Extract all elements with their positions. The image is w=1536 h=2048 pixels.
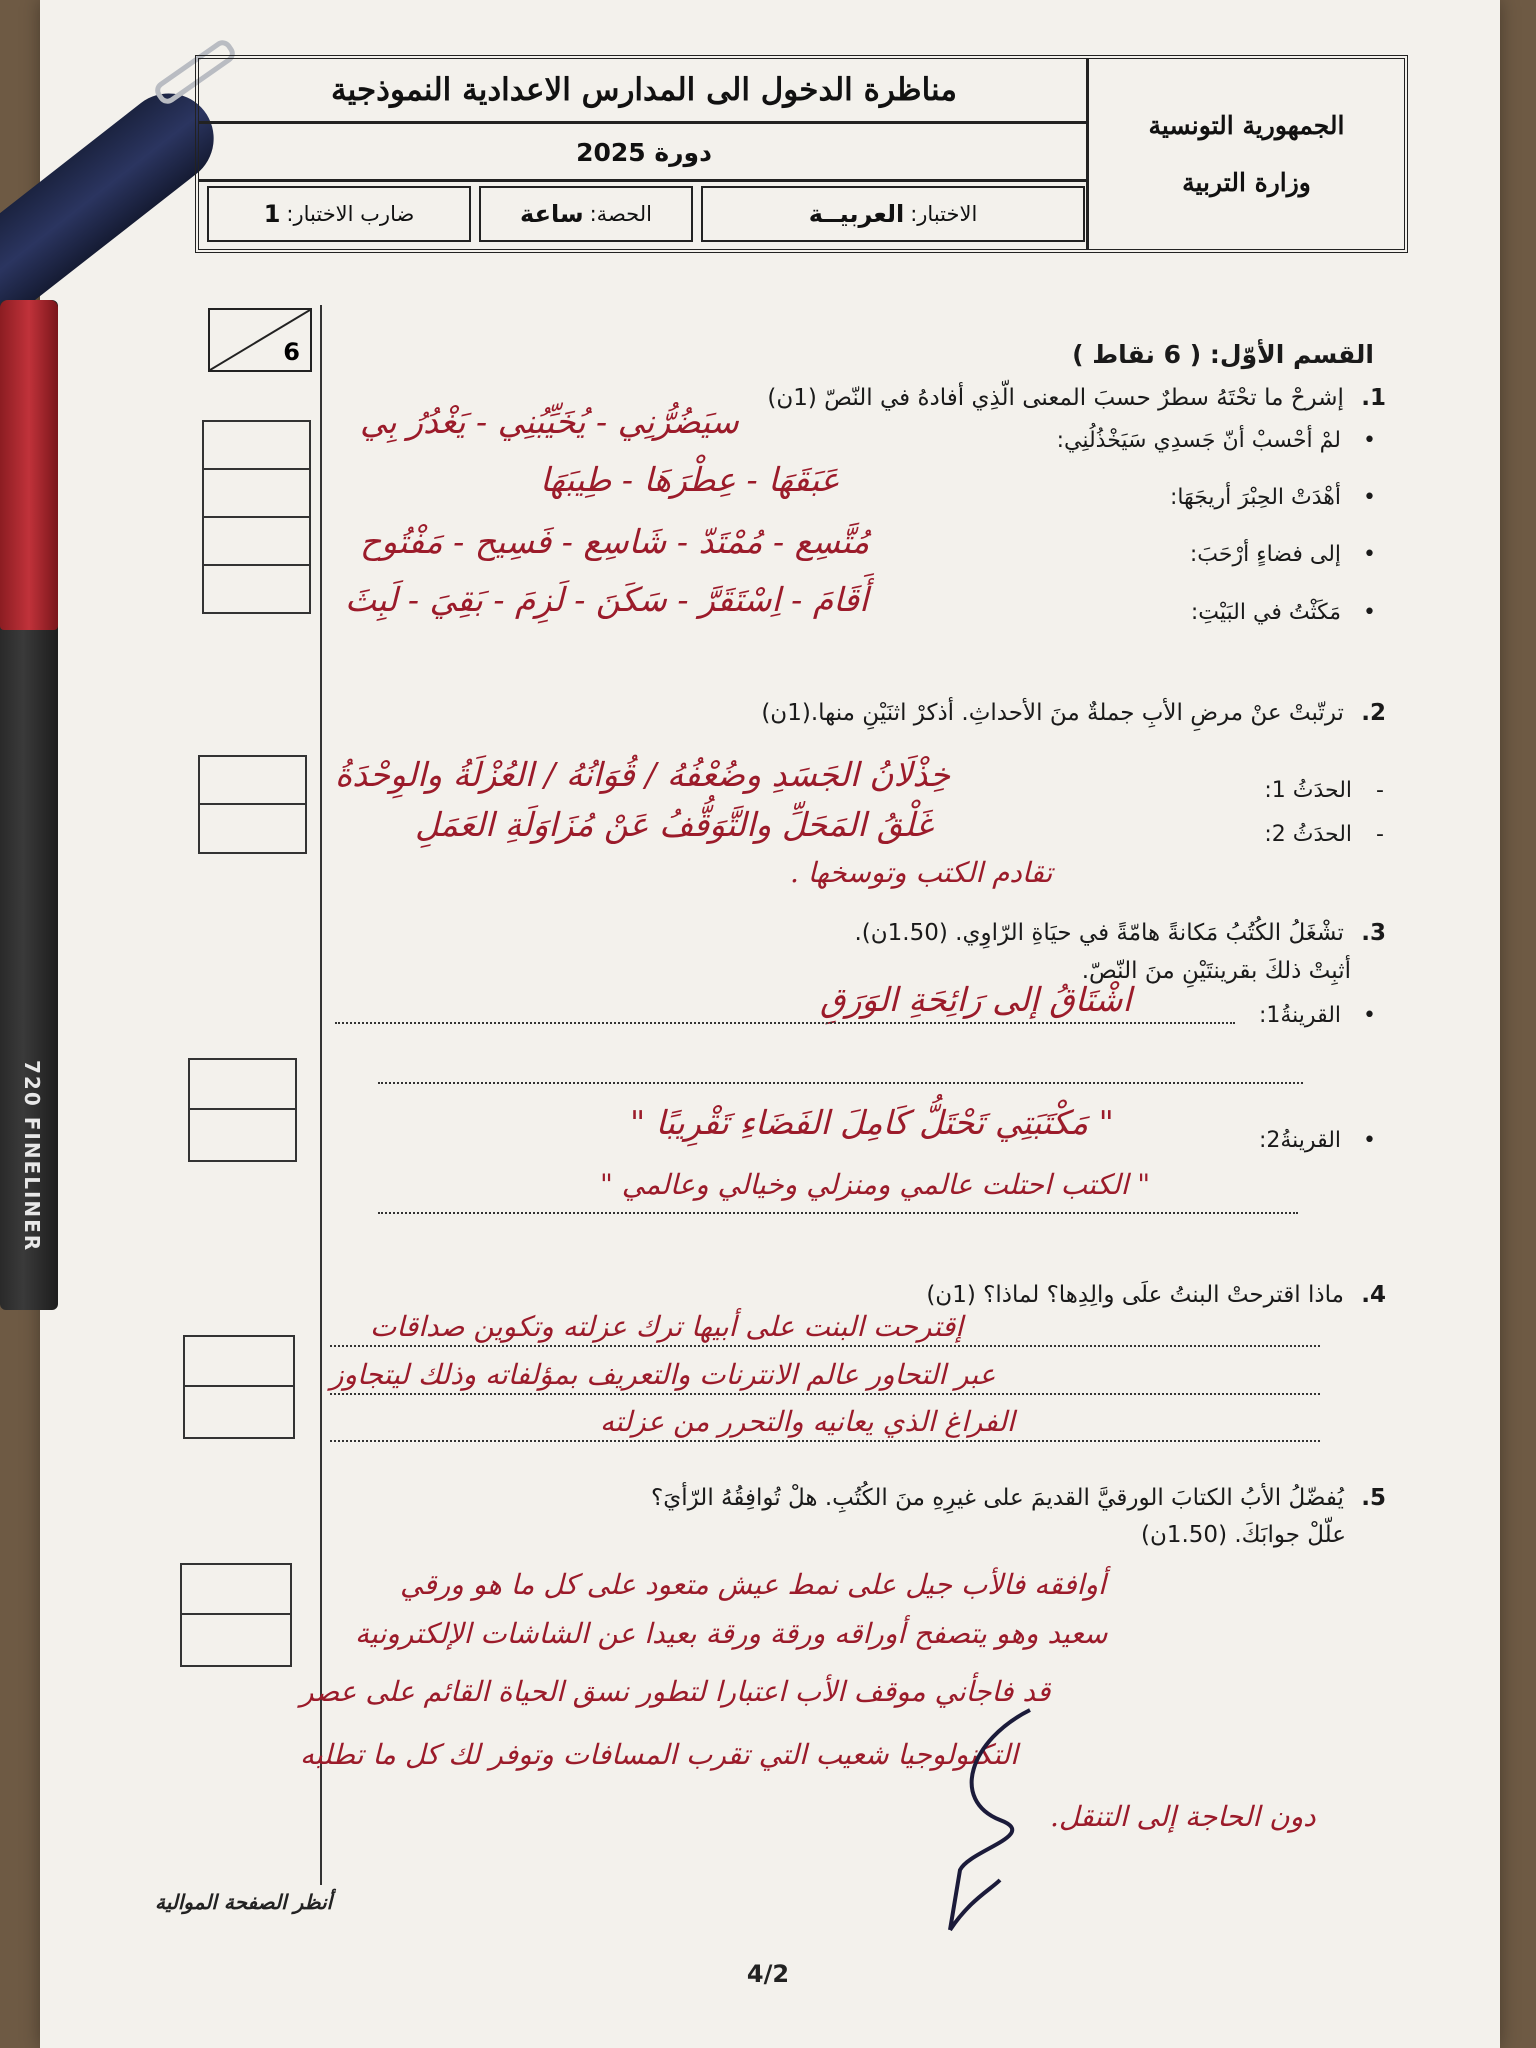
- section-title: القسم الأوّل: ( 6 نقاط ): [1072, 340, 1374, 369]
- exam-meta-row: [199, 183, 1089, 245]
- duration-cell: [479, 186, 693, 242]
- section-score-box: [208, 308, 312, 372]
- q5-answer-line-4: التكنولوجيا شعيب التي تقرب المسافات وتوفر لك كل ما تطلبه: [300, 1738, 1018, 1771]
- q2-answer-2: غَلْقُ المَحَلِّ والتَّوَقُّفُ عَنْ مُزَاوَلَةِ العَمَلِ: [415, 805, 933, 844]
- page-number: 4/2: [746, 1960, 790, 1988]
- question-3-sub: أثبِتْ ذلكَ بقرينتَيْنِ منَ النّصّ.: [1081, 958, 1351, 984]
- q5-answer-line-5: دون الحاجة إلى التنقل.: [1050, 1800, 1316, 1833]
- answer-dots: [378, 1082, 1303, 1084]
- coef-value: 1: [263, 200, 281, 228]
- score-box-q1: [202, 420, 311, 614]
- q1-item-2: • أهْدَتْ الحِبْرَ أريجَهَا:: [1170, 485, 1376, 510]
- exam-session: دورة 2025: [199, 125, 1089, 182]
- question-5-number: 5.: [1361, 1485, 1386, 1511]
- q1-answer-3: مُتَّسِع - مُمْتَدّ - شَاسِع - فَسِيح - مَفْتُوح: [360, 522, 870, 561]
- q3-item-1: • القرينةُ1:: [1259, 1003, 1376, 1028]
- q5-answer-line-1: أوافقه فالأب جيل على نمط عيش متعود على كل ما هو ورقي: [400, 1568, 1106, 1601]
- duration-value: ساعة: [520, 200, 584, 228]
- marker-cap: [0, 300, 58, 630]
- score-box-q5: [180, 1563, 292, 1667]
- q1-item-3: • إلى فضاءٍ أرْحَبَ:: [1190, 542, 1376, 567]
- question-1: [767, 385, 1386, 411]
- margin-line: [320, 305, 322, 1885]
- score-box-q4: [183, 1335, 295, 1439]
- ministry-name: وزارة التربية: [1182, 168, 1311, 197]
- q4-answer-line-3: الفراغ الذي يعانيه والتحرر من عزلته: [600, 1405, 1015, 1438]
- q1-answer-4: أَقَامَ - اِسْتَقَرَّ - سَكَنَ - لَزِمَ - بَقِيَ - لَبِثَ: [345, 580, 869, 619]
- score-box-q3: [188, 1058, 297, 1162]
- marker-label: 720 FINELINER: [20, 1060, 44, 1253]
- answer-dots: [330, 1440, 1320, 1442]
- country-name: الجمهورية التونسية: [1148, 111, 1345, 140]
- q1-answer-1: سيَضُرُّنِي - يُخَيِّبُنِي - يَغْدُرُ بِي: [360, 402, 739, 441]
- q2-item-2: - الحدَثُ 2:: [1264, 822, 1384, 847]
- q4-answer-line-2: عبر التحاور عالم الانترنات والتعريف بمؤلفاته وذلك ليتجاوز: [330, 1358, 996, 1391]
- q5-answer-line-2: سعيد وهو يتصفح أوراقه ورقة ورقة بعيدا عن الشاشات الإلكترونية: [355, 1617, 1108, 1650]
- question-2-text: ترتّبتْ عنْ مرضِ الأبِ جملةٌ منَ الأحداثِ. أذكرْ اثنَيْنِ منها.(1ن): [761, 700, 1344, 726]
- question-4-text: ماذا اقترحتْ البنتُ علَى والِدِها؟ لماذا؟ (1ن): [926, 1282, 1344, 1308]
- grader-signature: [930, 1700, 1060, 1940]
- subject-value: العربيــة: [808, 200, 905, 228]
- answer-dots: [330, 1393, 1320, 1395]
- question-1-text: إشرحْ ما تحْتَهُ سطرٌ حسبَ المعنى الّذِي أفادهُ في النّصّ (1ن): [767, 385, 1344, 411]
- q5-answer-line-3: قد فاجأني موقف الأب اعتبارا لتطور نسق الحياة القائم على عصر: [300, 1675, 1051, 1708]
- subject-label: الاختبار:: [910, 202, 978, 226]
- q2-item-1: - الحدَثُ 1:: [1264, 778, 1384, 803]
- question-2-number: 2.: [1361, 700, 1386, 726]
- exam-title: مناظرة الدخول الى المدارس الاعدادية النموذجية: [199, 59, 1089, 124]
- answer-dots: [330, 1345, 1320, 1347]
- exam-header: [195, 55, 1408, 253]
- red-marker: [0, 300, 58, 1310]
- question-3-number: 3.: [1361, 920, 1386, 946]
- q2-answer-1: خِذْلَانُ الجَسَدِ وضُعْفُهُ / قُوَانُهُ / العُزْلَةُ والوِحْدَةُ: [335, 755, 951, 794]
- answer-dots: [378, 1212, 1298, 1214]
- exam-info: [199, 59, 1089, 249]
- q2-answer-extra: تقادم الكتب وتوسخها .: [790, 856, 1053, 889]
- question-3: [854, 920, 1386, 946]
- q3-item-2: • القرينةُ2:: [1259, 1128, 1376, 1153]
- q1-answer-2: عَبَقَهَا - عِطْرَهَا - طِيبَهَا: [540, 460, 840, 499]
- question-4: [926, 1282, 1386, 1308]
- question-1-number: 1.: [1361, 385, 1386, 411]
- subject-cell: [701, 186, 1085, 242]
- question-5-sub: علّلْ جوابَكَ. (1.50ن): [1140, 1522, 1346, 1548]
- score-box-q2: [198, 755, 307, 854]
- coef-cell: [207, 186, 471, 242]
- next-page-note: أنظر الصفحة الموالية: [155, 1890, 333, 1914]
- section-score: 6: [283, 338, 300, 366]
- question-5-text: يُفضّلُ الأبُ الكتابَ الورقيَّ القديمَ على غيرِهِ منَ الكُتُبِ. هلْ تُوافِقُهُ الرّأيَ؟: [651, 1485, 1344, 1511]
- q1-item-4: • مَكَثْتُ في البَيْتِ:: [1191, 600, 1376, 625]
- q4-answer-line-1: إقترحت البنت على أبيها ترك عزلته وتكوين صداقات: [370, 1310, 963, 1343]
- coef-label: ضارب الاختبار:: [286, 202, 415, 226]
- question-4-number: 4.: [1361, 1282, 1386, 1308]
- question-3-text: تشْغَلُ الكُتُبُ مَكانةً هامّةً في حيَاةِ الرّاوِي. (1.50ن).: [854, 920, 1344, 946]
- duration-label: الحصة:: [589, 202, 652, 226]
- question-5: [651, 1485, 1386, 1511]
- ministry-block: [1086, 59, 1404, 249]
- q3-answer-2: " مَكْتَبَتِي تَحْتَلُّ كَامِلَ الفَضَاءِ تَقْرِيبًا ": [630, 1103, 1114, 1142]
- q3-answer-extra: " الكتب احتلت عالمي ومنزلي وخيالي وعالمي ": [600, 1168, 1151, 1201]
- question-2: [761, 700, 1386, 726]
- answer-dots: [335, 1022, 1235, 1024]
- q3-answer-1: اشْتَاقُ إلى رَائِحَةِ الوَرَقِ: [820, 980, 1132, 1019]
- q1-item-1: • لمْ أحْسبْ أنّ جَسدِي سَيَخْذُلُنِي:: [1057, 428, 1376, 453]
